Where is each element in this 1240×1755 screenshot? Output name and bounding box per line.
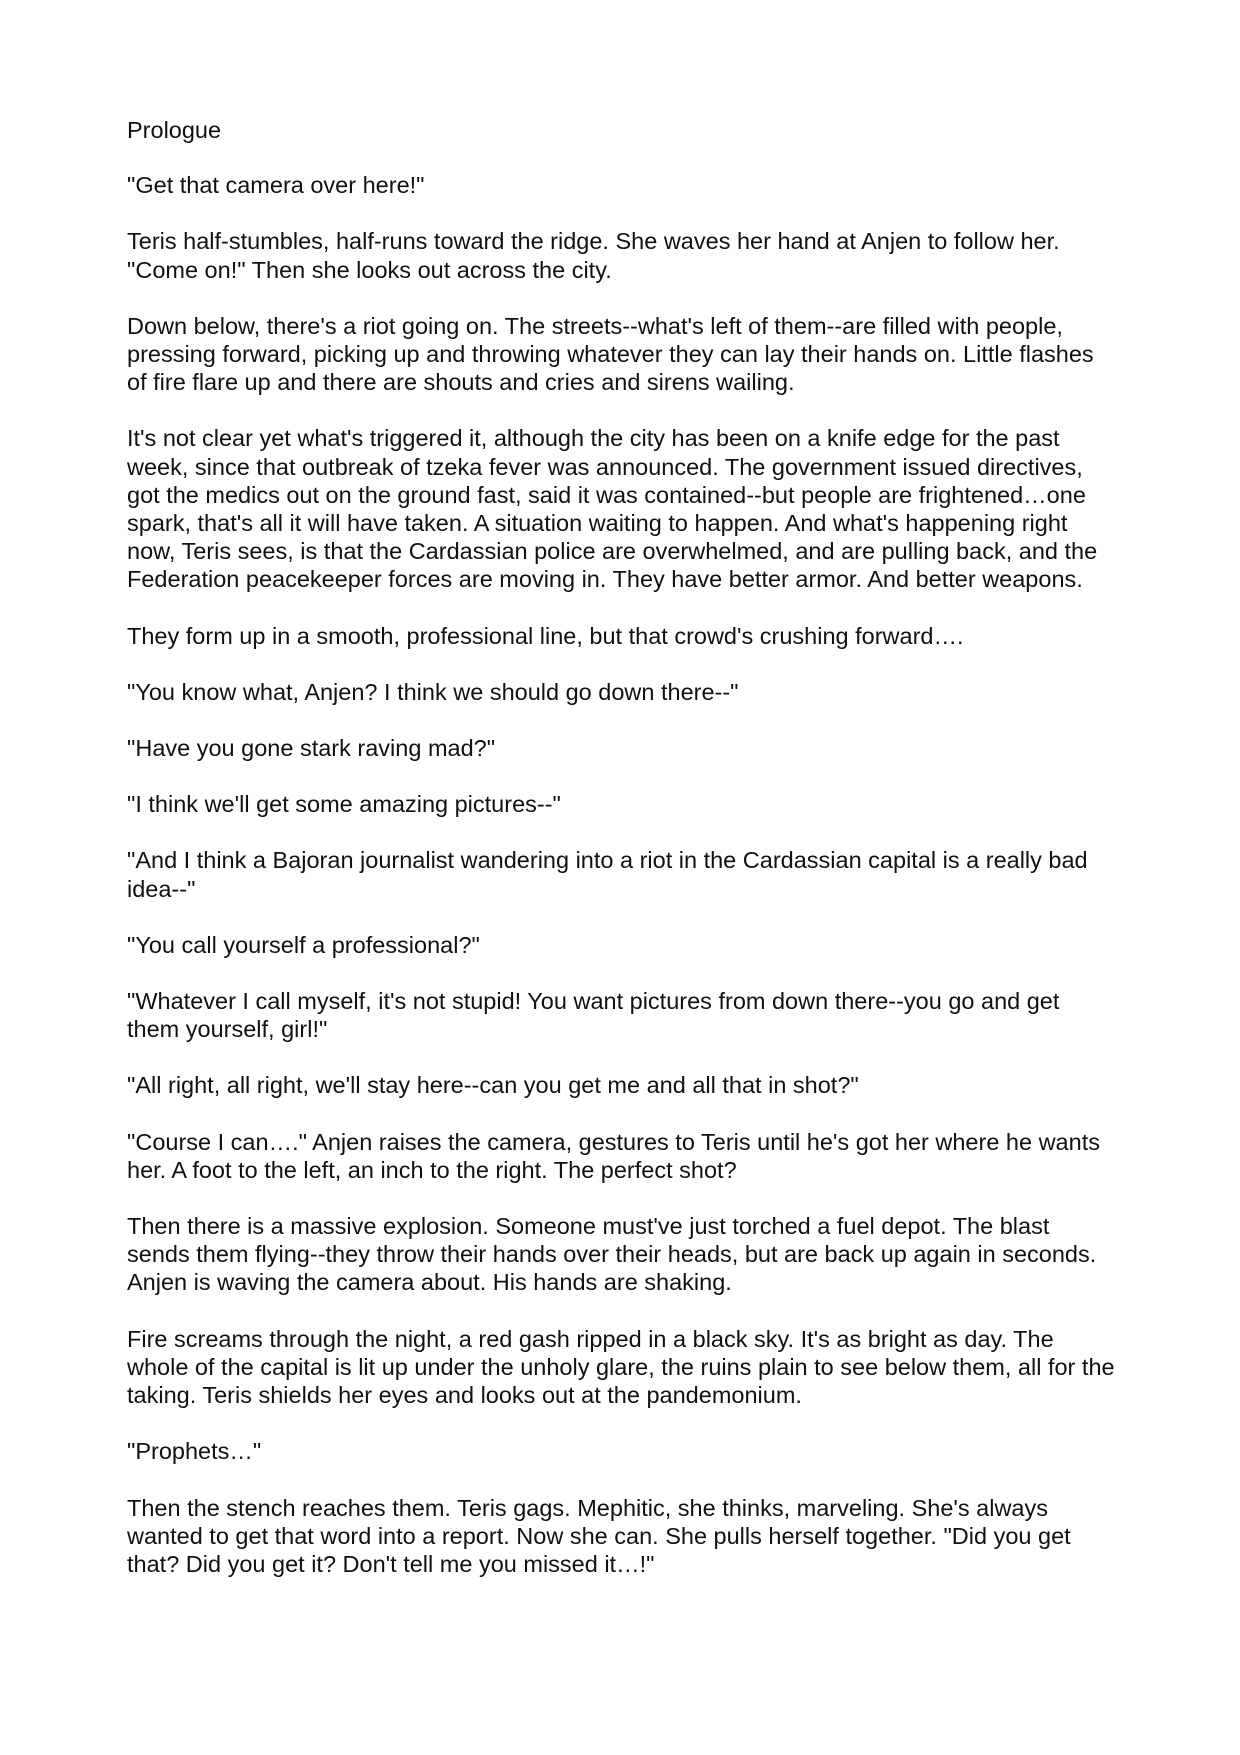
paragraph: "You know what, Anjen? I think we should go down there--" — [127, 678, 739, 705]
chapter-heading: Prologue — [127, 117, 222, 143]
paragraph: It's not clear yet what's triggered it, although the city has been on a knife edge for the past week, since that outbreak of tzeka fever was announced. The government issued directives, got the medics out on the ground fast, said it was contained--but people are frightened…one spark, that's all it will have taken. A situation waiting to happen. And what's happening right now, Teris sees, is that the Cardassian police are overwhelmed, and are pulling back, and the Federation peacekeeper forces are moving in. They have better armor. And better weapons. — [127, 425, 1098, 593]
paragraph: "You call yourself a professional?" — [127, 931, 480, 958]
paragraph: "Prophets…" — [127, 1438, 262, 1465]
paragraph: Fire screams through the night, a red gash ripped in a black sky. It's as bright as day. The whole of the capital is lit up under the unholy glare, the ruins plain to see below them, all for the taking. Teris shields her eyes and looks out at the pandemonium. — [127, 1325, 1115, 1409]
document-page — [127, 116, 1117, 1606]
paragraph: "Whatever I call myself, it's not stupid! You want pictures from down there--you go and get them yourself, girl!" — [127, 988, 1060, 1043]
paragraph: Down below, there's a riot going on. The streets--what's left of them--are filled with people, pressing forward, picking up and throwing whatever they can lay their hands on. Little flashes of fire flare up and there are shouts and cries and sirens wailing. — [127, 312, 1094, 396]
paragraph: Teris half-stumbles, half-runs toward the ridge. She waves her hand at Anjen to follow her. "Come on!" Then she looks out across the city. — [127, 228, 1060, 283]
paragraph: "I think we'll get some amazing pictures--" — [127, 791, 561, 818]
paragraph: "Have you gone stark raving mad?" — [127, 735, 496, 762]
paragraph: "All right, all right, we'll stay here--can you get me and all that in shot?" — [127, 1072, 859, 1099]
paragraph: Then there is a massive explosion. Someone must've just torched a fuel depot. The blast sends them flying--they throw their hands over their heads, but are back up again in seconds. Anjen is waving the camera about. His hands are shaking. — [127, 1213, 1097, 1296]
paragraph: "Course I can…." Anjen raises the camera, gestures to Teris until he's got her where he wants her. A foot to the left, an inch to the right. The perfect shot? — [127, 1128, 1100, 1183]
paragraph: Then the stench reaches them. Teris gags. Mephitic, she thinks, marveling. She's always wanted to get that word into a report. Now she can. She pulls herself together. "Did you get that? Did you get it? Don't tell me you missed it…!" — [127, 1494, 1071, 1577]
paragraph: "Get that camera over here!" — [127, 172, 425, 199]
paragraph: "And I think a Bajoran journalist wandering into a riot in the Cardassian capital is a really bad idea--" — [127, 847, 1088, 902]
paragraph: They form up in a smooth, professional line, but that crowd's crushing forward…. — [127, 622, 964, 649]
